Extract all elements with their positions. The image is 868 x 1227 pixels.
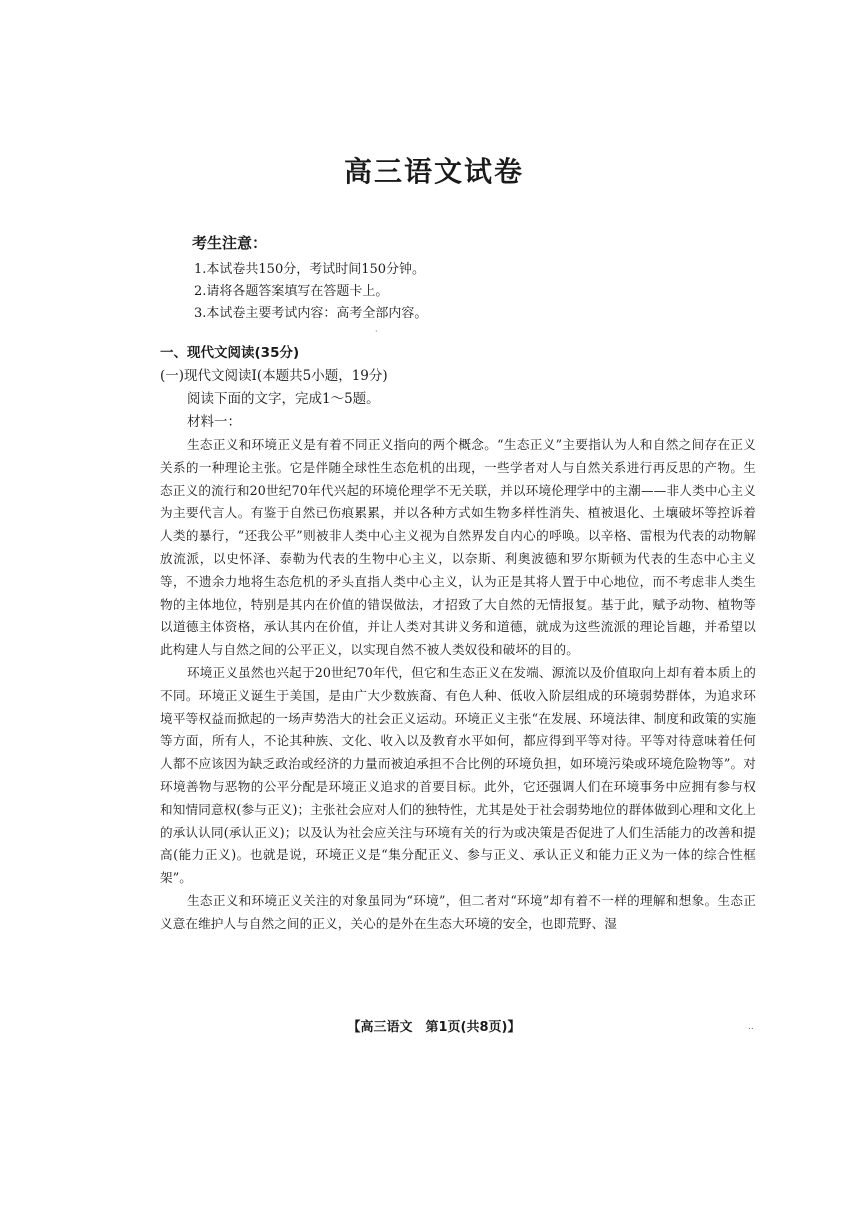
notice-item: 1.本试卷共150分，考试时间150分钟。 bbox=[194, 262, 426, 277]
exam-title: 高三语文试卷 bbox=[343, 155, 524, 188]
body-paragraph: 环境正义虽然也兴起于20世纪70年代，但它和生态正义在发端、源流以及价值取向上却有着本质上的不同。环境正义诞生于美国，是由广大少数族裔、有色人种、低收入阶层组成的环境弱势群体，为追求环境平等权益而掀起的一场声势浩大的社会正义运动。环境正义主张“在发展、环境法律、制度和政策的实施等方面，所有人，不论其种族、文化、收入以及教育水平如何，都应得到平等对待。平等对待意味着任何人都不应该因为缺乏政治或经济的力量而被迫承担不合比例的环境负担，如环境污染或环境危险物等”。对环境善物与恶物的公平分配是环境正义追求的首要目标。此外，它还强调人们在环境事务中应拥有参与权和知情同意权(参与正义)；主张社会应对人们的独特性，尤其是处于社会弱势地位的群体做到心理和文化上的承认认同(承认正义)；以及认为社会应关注与环境有关的行为或决策是否促进了人们生活能力的改善和提高(能力正义)。也就是说，环境正义是“集分配正义、参与正义、承认正义和能力正义为一体的综合性框架”。 bbox=[160, 664, 756, 886]
notice-heading: 考生注意： bbox=[192, 234, 268, 252]
body-paragraph: 生态正义和环境正义关注的对象虽同为“环境”，但二者对“环境”却有着不一样的理解和想象。生态正义意在维护人与自然之间的正义，关心的是外在生态大环境的安全，也即荒野、湿 bbox=[160, 892, 756, 931]
body-paragraph: 生态正义和环境正义是有着不同正义指向的两个概念。“生态正义”主要指认为人和自然之间存在正义关系的一种理论主张。它是伴随全球性生态危机的出现，一些学者对人与自然关系进行再反思的产物。生态正义的流行和20世纪70年代兴起的环境伦理学不无关联，并以环境伦理学中的主潮——非人类中心主义为主要代言人。有鉴于自然已伤痕累累，并以各种方式如生物多样性消失、植被退化、土壤破坏等控诉着人类的暴行，“还我公平”则被非人类中心主义视为自然界发自内心的呼唤。以辛格、雷根为代表的动物解放流派，以史怀泽、泰勒为代表的生物中心主义，以奈斯、利奥波德和罗尔斯顿为代表的生态中心主义等，不遗余力地将生态危机的矛头直指人类中心主义，认为正是其将人置于中心地位，而不考虑非人类生物的主体地位，特别是其内在价值的错误做法，才招致了大自然的无情报复。基于此，赋予动物、植物等以道德主体资格，承认其内在价值，并让人类对其讲义务和道德，就成为这些流派的理论旨趣，并希望以此构建人与自然之间的公平正义，以实现自然不被人类奴役和破坏的目的。 bbox=[160, 437, 756, 658]
reading-section bbox=[160, 342, 756, 936]
page-footer: 【高三语文 第1页(共8页)】 bbox=[347, 1020, 521, 1035]
sub-section-heading: (一)现代文阅读Ⅰ(本题共5小题，19分) bbox=[160, 368, 388, 384]
notice-list bbox=[192, 259, 752, 325]
scan-mark: .. bbox=[748, 1022, 754, 1032]
notice-item: 2.请将各题答案填写在答题卡上。 bbox=[194, 284, 389, 299]
material-label: 材料一： bbox=[187, 414, 241, 430]
candidate-notice bbox=[192, 232, 752, 325]
section-heading: 一、现代文阅读(35分) bbox=[160, 345, 300, 361]
scan-speck: · bbox=[375, 327, 378, 336]
notice-item: 3.本试卷主要考试内容：高考全部内容。 bbox=[194, 306, 428, 321]
reading-instruction: 阅读下面的文字，完成1～5题。 bbox=[187, 391, 380, 407]
